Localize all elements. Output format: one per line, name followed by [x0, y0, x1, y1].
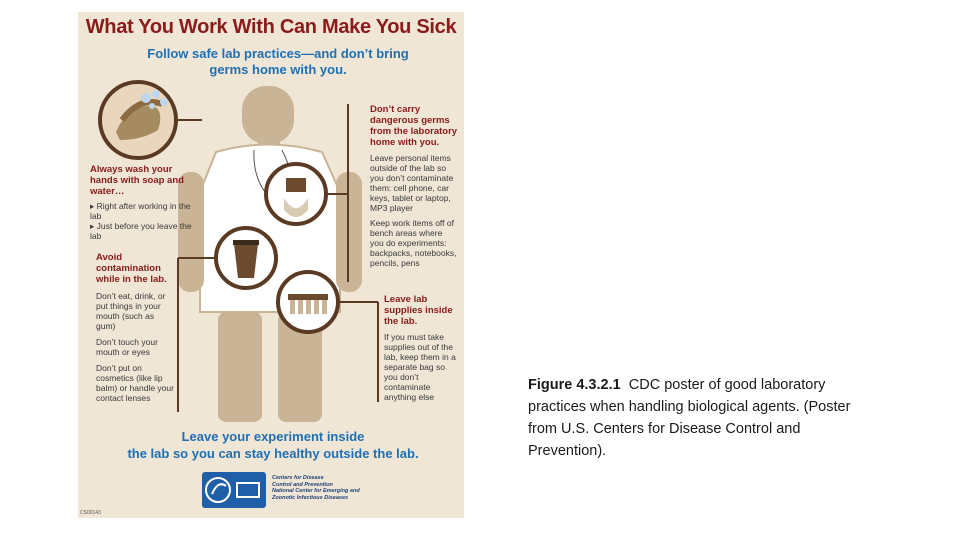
- caption-text: CDC poster of good laboratory practices when handling biological agents. (Poster from U.S. Centers for Disease Control and Prevention).: [528, 377, 851, 459]
- avoid-contamination-section: [96, 252, 174, 403]
- cdc-poster: [78, 12, 464, 518]
- supplies-text: If you must take supplies out of the lab, keep them in a separate bag so you don’t contaminate anything else: [384, 332, 456, 402]
- lab-supplies-section: [384, 294, 460, 402]
- wash-hands-heading: Always wash your hands with soap and water…: [90, 164, 184, 197]
- bottom-line-1: Leave your experiment inside: [181, 429, 365, 444]
- logo-text-line-2: Control and Prevention: [272, 481, 333, 488]
- hand-washing-icon: [100, 82, 202, 158]
- poster-title: What You Work With Can Make You Sick: [85, 16, 457, 38]
- poster-subtitle-line2: germs home with you.: [209, 62, 347, 77]
- wash-bullet-2: ▸ Just before you leave the lab: [90, 221, 192, 241]
- logo-text: [272, 475, 360, 501]
- avoid-item-1: Don’t eat, drink, or put things in your mouth (such as gum): [96, 291, 166, 331]
- logo-text-line-4: Zoonotic Infectious Diseases: [272, 494, 349, 501]
- avoid-heading: Avoid contamination while in the lab.: [96, 252, 167, 285]
- wash-bullet-2-text: Just before you leave the lab: [90, 221, 192, 241]
- eagle-logo-icon: [202, 472, 266, 508]
- dont-carry-heading: Don’t carry dangerous germs from the laboratory home with you.: [370, 104, 458, 148]
- poster-subtitle-line1: Follow safe lab practices—and don’t bring: [147, 46, 409, 61]
- bottom-line-2: the lab so you can stay healthy outside the lab.: [127, 446, 419, 461]
- wash-bullet-1: ▸ Right after working in the lab: [90, 201, 191, 221]
- wash-bullet-1-text: Right after working in the lab: [90, 201, 191, 221]
- avoid-item-3: Don’t put on cosmetics (like lip balm) or handle your contact lenses: [96, 363, 174, 403]
- caption-label: Figure 4.3.2.1: [528, 377, 621, 393]
- poster-bottom-message: [108, 428, 438, 462]
- carry-item-2: Keep work items off of bench areas where you do experiments: backpacks, notebooks, pencils, pens: [370, 218, 457, 268]
- wash-hands-section: [90, 164, 200, 241]
- hhs-cdc-logo: [202, 472, 266, 508]
- carry-item-1: Leave personal items outside of the lab so you don’t contaminate them: cell phone, car keys, tablet or laptop, MP3 player: [370, 153, 454, 213]
- poster-code: CS00143: [80, 510, 101, 516]
- dont-carry-section: [370, 104, 458, 268]
- supplies-heading: Leave lab supplies inside the lab.: [384, 294, 453, 327]
- figure-caption: [528, 374, 868, 462]
- logo-text-line-3: National Center for Emerging and: [272, 488, 360, 494]
- avoid-item-2: Don’t touch your mouth or eyes: [96, 337, 158, 357]
- logo-text-line-1: Centers for Disease: [272, 475, 324, 481]
